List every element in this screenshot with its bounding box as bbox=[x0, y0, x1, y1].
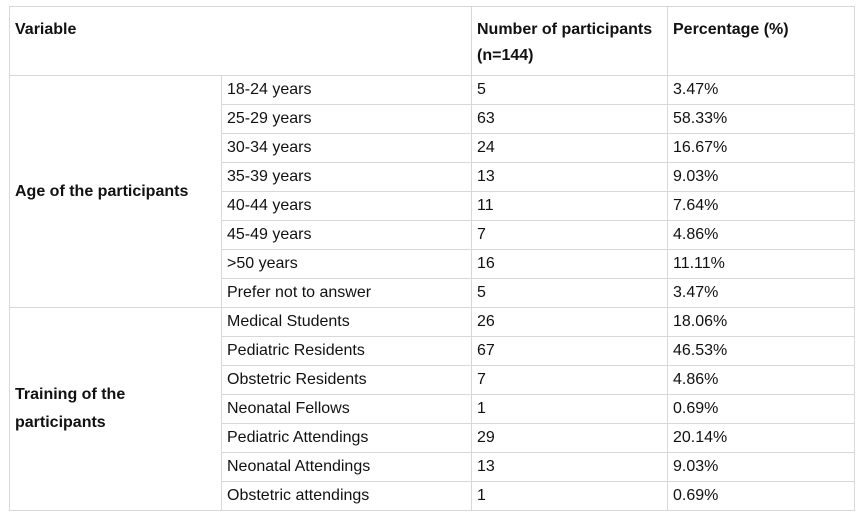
header-row bbox=[10, 7, 855, 76]
cell-number: 29 bbox=[472, 424, 668, 453]
cell-percentage: 4.86% bbox=[668, 221, 855, 250]
header-variable: Variable bbox=[10, 7, 472, 76]
cell-number: 13 bbox=[472, 163, 668, 192]
cell-category: 40-44 years bbox=[222, 192, 472, 221]
cell-category: Medical Students bbox=[222, 308, 472, 337]
header-percentage: Percentage (%) bbox=[668, 7, 855, 76]
cell-category: Prefer not to answer bbox=[222, 279, 472, 308]
cell-percentage: 4.86% bbox=[668, 366, 855, 395]
cell-number: 11 bbox=[472, 192, 668, 221]
cell-category: Obstetric Residents bbox=[222, 366, 472, 395]
group-label: Age of the participants bbox=[10, 76, 222, 308]
cell-category: 25-29 years bbox=[222, 105, 472, 134]
cell-category: Pediatric Residents bbox=[222, 337, 472, 366]
cell-number: 1 bbox=[472, 395, 668, 424]
cell-number: 7 bbox=[472, 366, 668, 395]
cell-percentage: 11.11% bbox=[668, 250, 855, 279]
cell-percentage: 9.03% bbox=[668, 163, 855, 192]
cell-percentage: 0.69% bbox=[668, 482, 855, 511]
cell-category: 35-39 years bbox=[222, 163, 472, 192]
cell-percentage: 20.14% bbox=[668, 424, 855, 453]
cell-category: 30-34 years bbox=[222, 134, 472, 163]
cell-category: Obstetric attendings bbox=[222, 482, 472, 511]
participants-table bbox=[9, 6, 855, 511]
cell-number: 16 bbox=[472, 250, 668, 279]
cell-number: 26 bbox=[472, 308, 668, 337]
cell-percentage: 3.47% bbox=[668, 76, 855, 105]
cell-category: >50 years bbox=[222, 250, 472, 279]
header-number: Number of participants (n=144) bbox=[472, 7, 668, 76]
table-body bbox=[10, 76, 855, 511]
cell-category: Neonatal Fellows bbox=[222, 395, 472, 424]
cell-category: 45-49 years bbox=[222, 221, 472, 250]
cell-percentage: 58.33% bbox=[668, 105, 855, 134]
cell-number: 5 bbox=[472, 76, 668, 105]
cell-percentage: 46.53% bbox=[668, 337, 855, 366]
cell-number: 63 bbox=[472, 105, 668, 134]
table-row bbox=[10, 76, 855, 105]
cell-number: 5 bbox=[472, 279, 668, 308]
cell-category: Neonatal Attendings bbox=[222, 453, 472, 482]
cell-number: 13 bbox=[472, 453, 668, 482]
group-label: Training of the participants bbox=[10, 308, 222, 511]
cell-percentage: 16.67% bbox=[668, 134, 855, 163]
cell-number: 1 bbox=[472, 482, 668, 511]
cell-percentage: 9.03% bbox=[668, 453, 855, 482]
cell-number: 24 bbox=[472, 134, 668, 163]
cell-percentage: 7.64% bbox=[668, 192, 855, 221]
cell-percentage: 18.06% bbox=[668, 308, 855, 337]
cell-category: Pediatric Attendings bbox=[222, 424, 472, 453]
table-row bbox=[10, 308, 855, 337]
cell-percentage: 0.69% bbox=[668, 395, 855, 424]
cell-number: 7 bbox=[472, 221, 668, 250]
cell-number: 67 bbox=[472, 337, 668, 366]
cell-category: 18-24 years bbox=[222, 76, 472, 105]
cell-percentage: 3.47% bbox=[668, 279, 855, 308]
